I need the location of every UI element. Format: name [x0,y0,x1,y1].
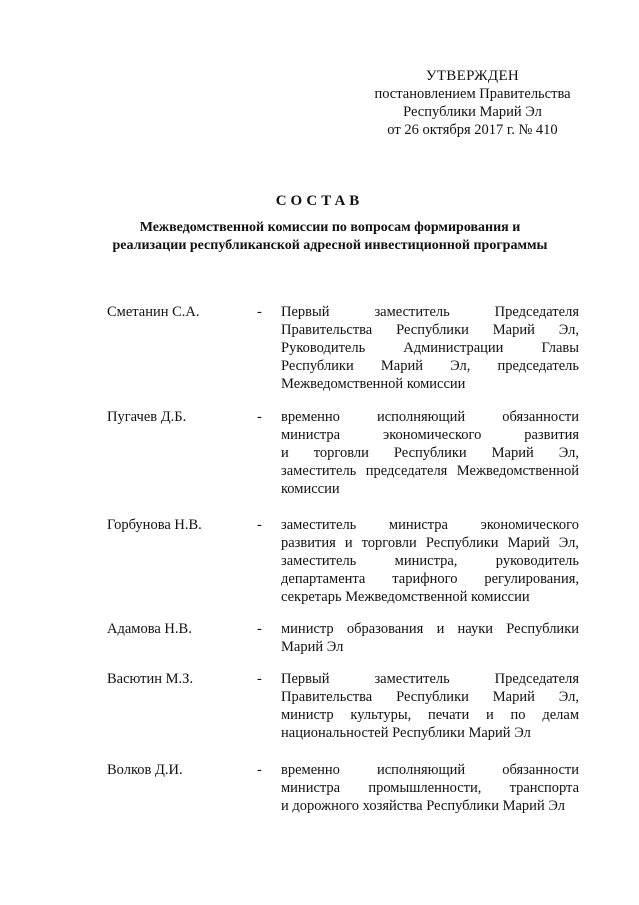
approval-stamp [360,67,585,139]
document-title: СОСТАВ [275,193,364,209]
position-line: министр культуры, печати и по делам [281,707,579,723]
position-line: Руководитель Администрации Главы [281,340,579,356]
position-line: министр образования и науки Республики [281,621,579,637]
member-row [0,620,639,670]
position-line: Республики Марий Эл, председатель [281,358,579,374]
approval-date-number: от 26 октября 2017 г. № 410 [387,122,558,138]
member-dash: - [257,517,262,533]
member-position [281,670,579,742]
subtitle-line-1: Межведомственной комиссии по вопросам формирования и [139,220,521,235]
position-line: Правительства Республики Марий Эл, [281,322,579,338]
member-position [281,761,579,815]
member-position [281,303,579,393]
member-dash: - [257,409,262,425]
position-line: министра экономического развития [281,427,579,443]
member-row [0,516,639,620]
member-row [0,408,639,516]
position-line: временно исполняющий обязанности [281,762,579,778]
position-line: секретарь Межведомственной комиссии [281,589,530,605]
position-line: Межведомственной комиссии [281,376,466,392]
position-line: департамента тарифного регулирования, [281,571,579,587]
member-name: Адамова Н.В. [107,621,192,637]
subtitle-line-2: реализации республиканской адресной инвестиционной программы [112,238,548,253]
position-line: и дорожного хозяйства Республики Марий Эл [281,798,565,814]
approval-republic: Республики Марий Эл [403,104,542,120]
position-line: заместитель министра, руководитель [281,553,579,569]
member-position [281,516,579,606]
member-position [281,408,579,498]
position-line: заместитель председателя Межведомственной [281,463,579,479]
member-position [281,620,579,656]
position-line: министра промышленности, транспорта [281,780,579,796]
member-row [0,761,639,821]
member-name: Пугачев Д.Б. [107,409,187,425]
position-line: временно исполняющий обязанности [281,409,579,425]
position-line: Правительства Республики Марий Эл, [281,689,579,705]
member-name: Сметанин С.А. [107,304,200,320]
member-dash: - [257,304,262,320]
member-name: Васютин М.З. [107,671,194,687]
approval-heading: УТВЕРЖДЕН [425,68,520,84]
member-dash: - [257,762,262,778]
member-row [0,303,639,408]
member-name: Волков Д.И. [107,762,183,778]
members-list [0,303,639,821]
approval-decree: постановлением Правительства [374,86,571,102]
document-subtitle [95,219,565,255]
position-line: национальностей Республики Марий Эл [281,725,531,741]
position-line: Первый заместитель Председателя [281,304,579,320]
member-dash: - [257,671,262,687]
position-line: комиссии [281,481,340,497]
position-line: развития и торговли Республики Марий Эл, [281,535,579,551]
member-row [0,670,639,761]
position-line: Первый заместитель Председателя [281,671,579,687]
position-line: заместитель министра экономического [281,517,579,533]
member-name: Горбунова Н.В. [107,517,202,533]
member-dash: - [257,621,262,637]
position-line: и торговли Республики Марий Эл, [281,445,579,461]
position-line: Марий Эл [281,639,344,655]
